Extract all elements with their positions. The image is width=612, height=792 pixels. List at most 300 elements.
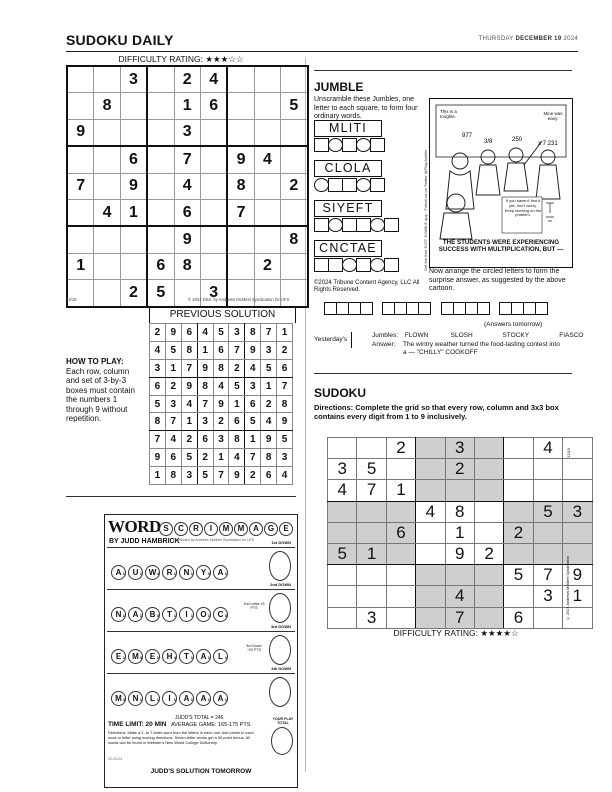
grid-cell: 9 [165, 324, 181, 342]
tile-points: 1 [139, 571, 142, 576]
grid-cell: 2 [474, 543, 503, 564]
down-label: 4th DOWN [271, 666, 291, 671]
grid-cell[interactable] [281, 280, 308, 307]
jumble-letter-box[interactable] [370, 138, 385, 152]
grid-cell[interactable] [416, 586, 445, 607]
jumble-letter-boxes[interactable] [314, 138, 384, 157]
grid-cell[interactable] [416, 522, 445, 543]
grid-cell[interactable] [533, 607, 562, 628]
grid-cell: 1 [277, 324, 293, 342]
grid-cell[interactable] [328, 565, 357, 586]
grid-cell: 8 [174, 253, 200, 279]
jumble-intro: Unscramble these Jumbles, one letter to each square, to form four ordinary words. [314, 96, 418, 120]
grid-cell: 3 [200, 280, 227, 307]
grid-cell: 7 [165, 413, 181, 431]
grid-cell[interactable] [281, 66, 308, 93]
jumble-letter-box[interactable] [314, 218, 329, 232]
grid-cell: 3 [245, 377, 261, 395]
grid-cell[interactable] [474, 480, 503, 501]
grid-cell: 5 [533, 501, 562, 522]
grid-cell[interactable] [474, 501, 503, 522]
jumble-letter-box[interactable] [328, 178, 343, 192]
grid-cell: 9 [445, 543, 474, 564]
letter-tile [145, 565, 160, 580]
grid-cell[interactable] [416, 459, 445, 480]
grid-cell[interactable] [94, 226, 120, 253]
cartoon-bubble-3: If you haven't find it yet, don't worry. Keep working on the problem. [504, 198, 542, 218]
grid-cell[interactable] [120, 119, 147, 146]
tile-letter: N [115, 610, 122, 619]
grid-cell[interactable] [328, 586, 357, 607]
tile-letter: W [148, 568, 157, 577]
grid-cell[interactable] [474, 438, 503, 459]
down-score-circle[interactable] [269, 677, 291, 707]
grid-cell[interactable] [94, 253, 120, 279]
jumble-letter-box[interactable] [370, 218, 385, 232]
grid-cell[interactable] [67, 66, 94, 93]
grid-cell[interactable] [504, 543, 533, 564]
grid-cell: 9 [261, 431, 277, 449]
jumble-letter-box[interactable] [370, 258, 385, 272]
grid-cell: 1 [197, 341, 213, 359]
sudoku2-side-id: 12/19 [566, 447, 571, 458]
grid-cell[interactable] [147, 66, 174, 93]
grid-cell[interactable] [200, 146, 227, 173]
tile-points: 1 [190, 571, 193, 576]
letter-tile [179, 607, 194, 622]
grid-cell: 1 [229, 395, 245, 413]
grid-cell: 8 [150, 413, 166, 431]
grid-cell[interactable] [416, 480, 445, 501]
scrimmage-credit: Distributed by Andrews McMeel Syndication for UFS [173, 538, 255, 542]
grid-cell[interactable] [416, 607, 445, 628]
sudoku2-title: SUDOKU [314, 386, 367, 400]
scrimmage-logo-letters [159, 518, 294, 536]
grid-cell: 6 [120, 146, 147, 173]
grid-cell: 9 [197, 359, 213, 377]
jumble-word-block [314, 120, 422, 160]
grid-cell: 8 [94, 93, 120, 119]
grid-cell: 8 [245, 324, 261, 342]
grid-cell: 8 [277, 395, 293, 413]
grid-cell: 2 [245, 467, 261, 485]
jumble-letter-box[interactable] [342, 218, 357, 232]
grid-cell[interactable] [474, 565, 503, 586]
tile-points: 1 [207, 655, 210, 660]
letter-tile [145, 691, 160, 706]
svg-text:x 7 231: x 7 231 [538, 141, 558, 147]
grid-cell[interactable] [147, 173, 174, 199]
letter-tile [111, 565, 126, 580]
jumble-letter-box[interactable] [356, 218, 371, 232]
jumble-letter-box[interactable] [384, 258, 399, 272]
grid-cell[interactable] [227, 93, 254, 119]
grid-cell[interactable] [533, 543, 562, 564]
grid-cell[interactable] [328, 501, 357, 522]
grid-cell: 5 [150, 395, 166, 413]
jumble-side-text: Get the free JUST JUMBLE app · Follow us on Twitter @PlayJumble [423, 149, 428, 271]
letter-tiles [111, 604, 230, 622]
tile-letter: M [132, 652, 139, 661]
grid-cell: 5 [357, 459, 386, 480]
grid-cell: 6 [200, 93, 227, 119]
grid-cell: 4 [261, 413, 277, 431]
grid-cell: 7 [229, 341, 245, 359]
grid-cell: 6 [261, 467, 277, 485]
logo-letter-tile: M [219, 522, 233, 536]
grid-cell: 2 [174, 66, 200, 93]
letter-tile [196, 565, 211, 580]
grid-cell: 9 [120, 173, 147, 199]
grid-cell[interactable] [563, 480, 592, 501]
down-label: 3rd DOWN [271, 624, 291, 629]
jumble-letter-box[interactable] [356, 258, 371, 272]
tile-points: 1 [190, 655, 193, 660]
left-divider [66, 496, 296, 497]
down-label: 1st DOWN [271, 540, 291, 545]
down-score-circle[interactable] [269, 551, 291, 581]
grid-cell[interactable] [67, 93, 94, 119]
grid-cell[interactable] [386, 459, 415, 480]
svg-text:250: 250 [512, 137, 523, 143]
grid-cell[interactable] [416, 543, 445, 564]
jumble-letter-boxes[interactable] [314, 258, 398, 277]
grid-cell[interactable] [416, 438, 445, 459]
grid-cell: 3 [563, 501, 592, 522]
grid-cell[interactable] [200, 226, 227, 253]
down-score-circle[interactable] [269, 593, 291, 623]
grid-cell: 6 [277, 359, 293, 377]
grid-cell[interactable] [386, 586, 415, 607]
grid-cell: 8 [213, 359, 229, 377]
grid-cell[interactable] [254, 119, 280, 146]
tile-letter: I [168, 694, 171, 703]
letter-tile [196, 607, 211, 622]
grid-cell: 5 [281, 93, 308, 119]
grid-cell: 2 [165, 377, 181, 395]
tile-letter: E [115, 652, 122, 661]
grid-cell[interactable] [147, 146, 174, 173]
letter-tile [179, 649, 194, 664]
jumble-letter-box[interactable] [384, 218, 399, 232]
tile-points: 1 [139, 613, 142, 618]
grid-cell[interactable] [200, 119, 227, 146]
grid-cell: 5 [261, 359, 277, 377]
grid-cell: 7 [533, 565, 562, 586]
grid-cell[interactable] [67, 199, 94, 226]
sudoku2-grid[interactable] [327, 437, 593, 629]
grid-cell: 9 [67, 119, 94, 146]
tile-points: 1 [190, 613, 193, 618]
grid-cell: 3 [357, 607, 386, 628]
grid-cell[interactable] [281, 253, 308, 279]
tile-letter: E [149, 652, 156, 661]
grid-cell[interactable] [357, 586, 386, 607]
sudoku-daily-grid-wrap [66, 65, 309, 308]
grid-cell: 1 [150, 467, 166, 485]
grid-cell[interactable] [227, 66, 254, 93]
grid-cell[interactable] [200, 173, 227, 199]
grid-cell[interactable] [200, 253, 227, 279]
grid-cell: 3 [533, 586, 562, 607]
grid-cell: 8 [197, 377, 213, 395]
jumble-letter-box[interactable] [342, 178, 357, 192]
tile-points: 1 [122, 613, 125, 618]
letter-tile [213, 607, 228, 622]
grid-cell[interactable] [227, 119, 254, 146]
tile-points: 1 [122, 655, 125, 660]
scrimmage-byline: BY JUDD HAMBRICK [109, 538, 180, 545]
grid-cell[interactable] [328, 607, 357, 628]
grid-cell[interactable] [504, 501, 533, 522]
grid-cell[interactable] [386, 543, 415, 564]
jumble-scrambled-word: SIYEFT [314, 200, 382, 217]
grid-cell[interactable] [254, 93, 280, 119]
grid-cell[interactable] [94, 173, 120, 199]
tile-letter: A [132, 610, 139, 619]
grid-cell: 4 [94, 199, 120, 226]
grid-cell[interactable] [357, 501, 386, 522]
tile-letter: M [115, 694, 122, 703]
tile-points: 4 [156, 571, 159, 576]
sudoku2-directions: Directions: Complete the grid so that every row, column and 3x3 box contains every digit from 1 to 9 inclusively. [314, 403, 559, 421]
grid-cell[interactable] [474, 459, 503, 480]
grid-cell: 4 [416, 501, 445, 522]
jumble-letter-box[interactable] [328, 138, 343, 152]
letter-tiles [111, 562, 230, 580]
jumble-letter-box[interactable] [356, 138, 371, 152]
grid-cell[interactable] [281, 199, 308, 226]
grid-cell[interactable] [254, 173, 280, 199]
letter-tile [111, 691, 126, 706]
grid-cell[interactable] [386, 607, 415, 628]
letter-tile [162, 691, 177, 706]
grid-cell[interactable] [94, 119, 120, 146]
grid-cell: 2 [277, 341, 293, 359]
grid-cell: 1 [357, 543, 386, 564]
time-limit: TIME LIMIT: 20 MIN [108, 721, 167, 728]
tile-letter: R [166, 568, 173, 577]
down-bonus-text: 2nd Letter x3 PTS [243, 602, 265, 610]
answer-group-1[interactable] [324, 302, 372, 319]
grid-cell[interactable] [504, 459, 533, 480]
grid-cell: 6 [229, 413, 245, 431]
grid-cell[interactable] [174, 280, 200, 307]
grid-cell: 5 [504, 565, 533, 586]
grid-cell[interactable] [227, 226, 254, 253]
average-game: AVERAGE GAME: 165-175 PTS [171, 722, 251, 728]
tile-letter: L [150, 694, 155, 703]
tile-letter: Y [200, 568, 207, 577]
jumble-letter-box[interactable] [328, 258, 343, 272]
how-to-play [66, 357, 142, 424]
grid-cell[interactable] [147, 119, 174, 146]
grid-cell: 1 [261, 377, 277, 395]
grid-cell[interactable] [328, 438, 357, 459]
grid-cell[interactable] [227, 253, 254, 279]
grid-cell: 7 [174, 146, 200, 173]
grid-cell: 4 [197, 324, 213, 342]
tile-points: 1 [207, 697, 210, 702]
svg-text:977: 977 [462, 133, 473, 139]
grid-cell[interactable] [386, 565, 415, 586]
grid-cell: 3 [277, 449, 293, 467]
yesterday-word-2: SLOSH [450, 332, 473, 339]
grid-cell[interactable] [254, 280, 280, 307]
tile-letter: B [149, 610, 156, 619]
grid-cell: 2 [504, 522, 533, 543]
answer-text: The wintry weather turned the food-tasting contest into a — "CHILLY" COOKOFF [403, 341, 560, 356]
grid-cell: 3 [328, 459, 357, 480]
letter-tile [162, 607, 177, 622]
tile-letter: A [115, 568, 122, 577]
tile-letter: T [167, 610, 172, 619]
down-score-circle[interactable] [269, 635, 291, 665]
how-to-play-title: HOW TO PLAY: [66, 357, 124, 366]
grid-cell: 7 [445, 607, 474, 628]
jumble-letter-box[interactable] [370, 178, 385, 192]
tile-points: 3 [207, 571, 210, 576]
grid-cell[interactable] [67, 226, 94, 253]
grid-cell[interactable] [474, 522, 503, 543]
grid-cell: 4 [254, 146, 280, 173]
puzzle-id: 12/19 [66, 297, 77, 302]
grid-cell[interactable] [357, 522, 386, 543]
letter-tile [213, 565, 228, 580]
grid-cell[interactable] [533, 459, 562, 480]
grid-cell: 6 [147, 253, 174, 279]
grid-cell[interactable] [120, 253, 147, 279]
grid-cell: 8 [261, 449, 277, 467]
letter-tile [213, 691, 228, 706]
jumble-letter-boxes[interactable] [314, 218, 398, 237]
grid-cell[interactable] [67, 280, 94, 307]
tile-points: 4 [173, 655, 176, 660]
grid-cell: 5 [277, 431, 293, 449]
how-to-play-text: Each row, column and set of 3-by-3 boxes must contain the numbers 1 through 9 without repetition. [66, 366, 135, 423]
cartoon-caption: THE STUDENTS WERE EXPERIENCING SUCCESS WITH MULTIPLICATION, BUT — [438, 239, 564, 253]
yesterday-answer [372, 341, 562, 357]
grid-cell[interactable] [281, 119, 308, 146]
answer-group-2[interactable] [382, 302, 430, 319]
grid-cell: 5 [328, 543, 357, 564]
grid-cell[interactable] [386, 501, 415, 522]
letter-tile [128, 607, 143, 622]
cartoon-bubble-1: This is a toughie. [440, 109, 457, 119]
tile-letter: T [184, 652, 189, 661]
grid-cell: 4 [213, 377, 229, 395]
grid-cell[interactable] [281, 146, 308, 173]
grid-cell: 3 [445, 438, 474, 459]
grid-cell: 6 [197, 431, 213, 449]
letter-tile [196, 649, 211, 664]
jumble-letter-box[interactable] [328, 218, 343, 232]
jumble-letter-boxes[interactable] [314, 178, 384, 197]
jumble-letter-box[interactable] [314, 258, 329, 272]
down-bonus-text: 3rd Down +20 PTS [246, 644, 262, 652]
grid-cell[interactable] [416, 565, 445, 586]
grid-cell[interactable] [94, 66, 120, 93]
grid-cell[interactable] [474, 607, 503, 628]
jumble-title: JUMBLE [314, 80, 364, 94]
yesterday-word-4: FIASCO [559, 332, 584, 339]
grid-cell[interactable] [533, 480, 562, 501]
difficulty-rating: DIFFICULTY RATING: ★★★☆☆ [118, 54, 244, 64]
sudoku-daily-grid[interactable] [66, 65, 309, 308]
grid-cell[interactable] [504, 586, 533, 607]
grid-cell[interactable] [504, 480, 533, 501]
page-title: SUDOKU DAILY [66, 32, 174, 48]
tile-letter: H [166, 652, 173, 661]
grid-cell[interactable] [445, 565, 474, 586]
your-play-circle[interactable] [271, 727, 293, 755]
grid-cell: 7 [181, 359, 197, 377]
grid-cell[interactable] [147, 199, 174, 226]
solution-tomorrow: JUDD'S SOLUTION TOMORROW [150, 768, 252, 775]
jumble-letter-box[interactable] [314, 138, 329, 152]
grid-cell[interactable] [328, 522, 357, 543]
scrimmage-logo-word: WORD [108, 517, 161, 536]
grid-cell[interactable] [227, 280, 254, 307]
answer-group-3[interactable] [441, 302, 489, 319]
grid-cell[interactable] [357, 438, 386, 459]
grid-cell: 2 [197, 449, 213, 467]
jumble-letter-box[interactable] [314, 178, 329, 192]
jumble-letter-box[interactable] [342, 258, 357, 272]
grid-cell[interactable] [94, 280, 120, 307]
letter-tile [128, 649, 143, 664]
grid-cell: 2 [150, 324, 166, 342]
grid-cell: 4 [200, 66, 227, 93]
grid-cell: 4 [533, 438, 562, 459]
grid-cell[interactable] [563, 459, 592, 480]
grid-cell[interactable] [147, 93, 174, 119]
tile-letter: N [183, 568, 190, 577]
grid-cell: 4 [181, 395, 197, 413]
grid-cell: 5 [197, 467, 213, 485]
date-main: DECEMBER 19 [515, 36, 562, 42]
grid-cell: 9 [213, 395, 229, 413]
answer-group-4[interactable] [499, 302, 547, 319]
yesterday-label: Yesterday's [314, 332, 352, 348]
grid-cell[interactable] [474, 586, 503, 607]
grid-cell[interactable] [120, 226, 147, 253]
tile-points: 1 [224, 571, 227, 576]
grid-cell: 9 [150, 449, 166, 467]
grid-cell[interactable] [254, 199, 280, 226]
tile-points: 1 [190, 697, 193, 702]
grid-cell[interactable] [120, 93, 147, 119]
grid-cell[interactable] [254, 226, 280, 253]
grid-cell[interactable] [67, 146, 94, 173]
previous-solution [149, 306, 296, 485]
grid-cell[interactable] [504, 438, 533, 459]
grid-cell: 2 [261, 395, 277, 413]
grid-cell[interactable] [445, 480, 474, 501]
jumble-letter-box[interactable] [356, 178, 371, 192]
grid-cell[interactable] [533, 522, 562, 543]
grid-cell[interactable] [147, 226, 174, 253]
grid-cell: 8 [445, 501, 474, 522]
grid-cell[interactable] [200, 199, 227, 226]
grid-cell: 3 [213, 431, 229, 449]
grid-cell[interactable] [254, 66, 280, 93]
jumble-letter-box[interactable] [342, 138, 357, 152]
answer-label: Answer: [372, 341, 396, 348]
grid-cell[interactable] [94, 146, 120, 173]
grid-cell: 4 [229, 449, 245, 467]
grid-cell[interactable] [357, 565, 386, 586]
